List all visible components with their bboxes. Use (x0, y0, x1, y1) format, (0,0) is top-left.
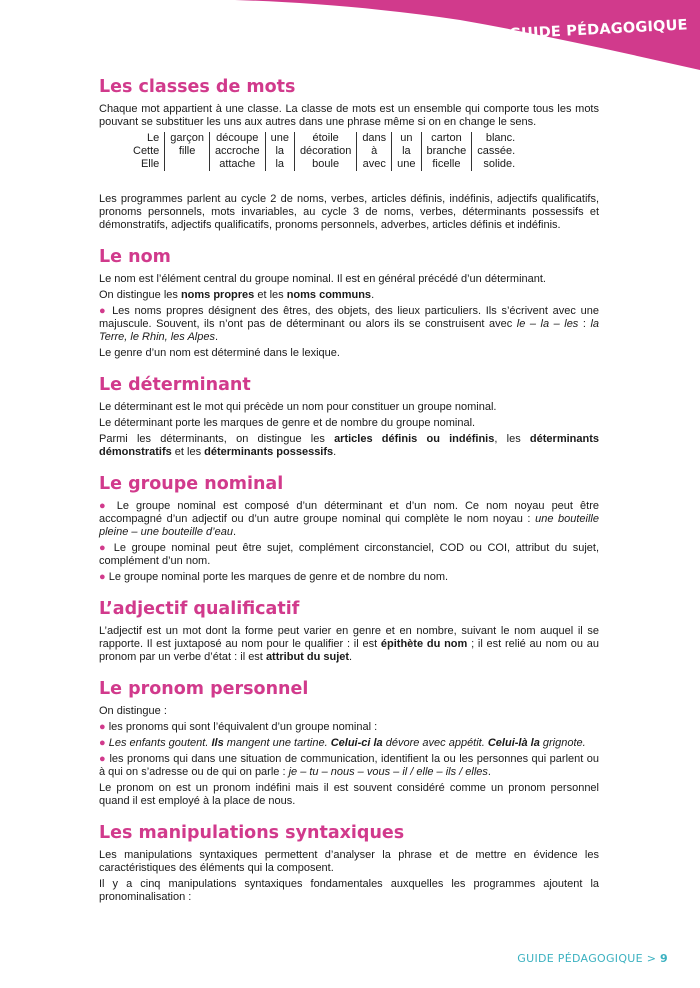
bullet-icon: ● (99, 305, 113, 317)
determinant-p3: Parmi les déterminants, on distingue les articles définis ou indéfinis, les déterminants démonstratifs et les déterminants possessifs. (99, 433, 599, 458)
table-cell: Elle (140, 158, 160, 170)
table-cell: dans (357, 132, 392, 145)
pronom-p4: ● les pronoms qui dans une situation de communication, identifient la ou les personnes qui parlent ou à qui on s’adresse ou de qui on parle : je – tu – nous – vous – il / elle – ils / elles. (99, 753, 599, 778)
nom-p3: ● Les noms propres désignent des êtres, des objets, des lieux particuliers. Ils s’écrivent avec une majuscule. Souvent, ils n’ont pas de déterminant ou alors ils se construisent avec le – la – les : la Terre, le Rhin, les Alpes. (99, 305, 599, 343)
section-title-nom: Le nom (99, 247, 171, 267)
manip-p2: Il y a cinq manipulations syntaxiques fondamentales auxquelles les programmes ajoutent la pronominalisation : (99, 878, 599, 903)
table-cell: la (265, 158, 294, 171)
pronom-p3: ● Les enfants goutent. Ils mangent une tartine. Celui-ci la dévore avec appétit. Celui-là la grignote. (99, 737, 586, 749)
pronom-p5: Le pronom on est un pronom indéfini mais il est souvent considéré comme un pronom personnel quand il est employé à la place de nous. (99, 782, 599, 807)
table-row (128, 158, 520, 171)
table-cell: garçon (165, 132, 210, 145)
section-title-pronom: Le pronom personnel (99, 679, 309, 699)
table-cell: branche (421, 145, 472, 158)
pronom-p1: On distingue : (99, 705, 167, 717)
table-cell: la (392, 145, 421, 158)
section-title-classes: Les classes de mots (99, 77, 296, 97)
header-banner (0, 0, 700, 75)
nom-p4: Le genre d’un nom est déterminé dans le lexique. (99, 347, 340, 359)
determinant-p2: Le déterminant porte les marques de genre et de nombre du groupe nominal. (99, 417, 476, 429)
table-cell: carton (421, 132, 472, 145)
page-content (99, 76, 599, 907)
groupe-p3: ● Le groupe nominal porte les marques de genre et de nombre du nom. (99, 571, 449, 583)
groupe-p2: ● Le groupe nominal peut être sujet, complément circonstanciel, COD ou COI, attribut du sujet, complément d’un nom. (99, 542, 599, 567)
page-footer (517, 952, 668, 965)
table-cell: une (265, 132, 294, 145)
section-title-adjectif: L’adjectif qualificatif (99, 599, 300, 619)
groupe-p1: ● Le groupe nominal est composé d’un déterminant et d’un nom. Ce nom noyau peut être accompagné d’un adjectif ou d’un autre groupe nominal qui complète le nom noyau : une bouteille pleine – une bouteille d’eau. (99, 500, 599, 538)
table-cell (165, 158, 210, 171)
table-cell: solide. (472, 158, 520, 171)
table-cell: accroche (209, 145, 265, 158)
table-cell: boule (294, 158, 356, 171)
manip-p1: Les manipulations syntaxiques permettent d’analyser la phrase et de mettre en évidence les caractéristiques des éléments qui la composent. (99, 849, 599, 874)
table-cell: la (265, 145, 294, 158)
bullet-icon: ● (99, 571, 109, 583)
table-row (128, 145, 520, 158)
table-cell: ficelle (421, 158, 472, 171)
table-cell: avec (357, 158, 392, 171)
table-cell: attache (209, 158, 265, 171)
word-substitution-table (128, 132, 520, 171)
page-number: 9 (660, 952, 668, 965)
pronom-p2: ● les pronoms qui sont l’équivalent d’un groupe nominal : (99, 721, 378, 733)
section-title-manip: Les manipulations syntaxiques (99, 823, 405, 843)
table-cell: un (392, 132, 421, 145)
classes-intro: Chaque mot appartient à une classe. La classe de mots est un ensemble qui comporte tous les mots pouvant se substituer les uns aux autres dans une phrase même si on en change le sens. (99, 103, 599, 128)
header-title: GUIDE PÉDAGOGIQUE (508, 17, 689, 43)
adjectif-p1: L’adjectif est un mot dont la forme peut varier en genre et en nombre, suivant le nom auquel il se rapporte. Il est juxtaposé au nom pour le qualifier : il est épithète du nom ; il est relié au nom ou au pronom par un verbe d’état : il est attribut du sujet. (99, 625, 599, 663)
section-title-groupe: Le groupe nominal (99, 474, 284, 494)
determinant-p1: Le déterminant est le mot qui précède un nom pour constituer un groupe nominal. (99, 401, 497, 413)
bullet-icon: ● (99, 500, 117, 512)
table-cell: une (392, 158, 421, 171)
bullet-icon: ● (99, 737, 109, 749)
bullet-icon: ● (99, 542, 114, 554)
footer-separator: > (646, 952, 657, 965)
classes-programmes: Les programmes parlent au cycle 2 de noms, verbes, articles définis, indéfinis, adjectifs qualificatifs, pronoms personnels, mots invariables, au cycle 3 de noms, verbes, déterminants possessifs et démonstratifs, adjectifs qualificatifs, pronoms personnels, adverbes, articles définis et indéfinis. (99, 193, 599, 231)
table-row (128, 132, 520, 145)
table-cell: Cette (133, 145, 160, 157)
bullet-icon: ● (99, 753, 110, 765)
table-cell: fille (165, 145, 210, 158)
footer-label: GUIDE PÉDAGOGIQUE (517, 952, 643, 965)
table-cell: blanc. (472, 132, 520, 145)
table-cell: Le (147, 132, 160, 144)
nom-p1: Le nom est l’élément central du groupe nominal. Il est en général précédé d’un déterminant. (99, 273, 546, 285)
table-cell: découpe (209, 132, 265, 145)
table-cell: étoile (294, 132, 356, 145)
bullet-icon: ● (99, 721, 109, 733)
table-cell: décoration (294, 145, 356, 158)
table-cell: à (357, 145, 392, 158)
nom-p2: On distingue les noms propres et les noms communs. (99, 289, 375, 301)
section-title-determinant: Le déterminant (99, 375, 251, 395)
table-cell: cassée. (472, 145, 520, 158)
